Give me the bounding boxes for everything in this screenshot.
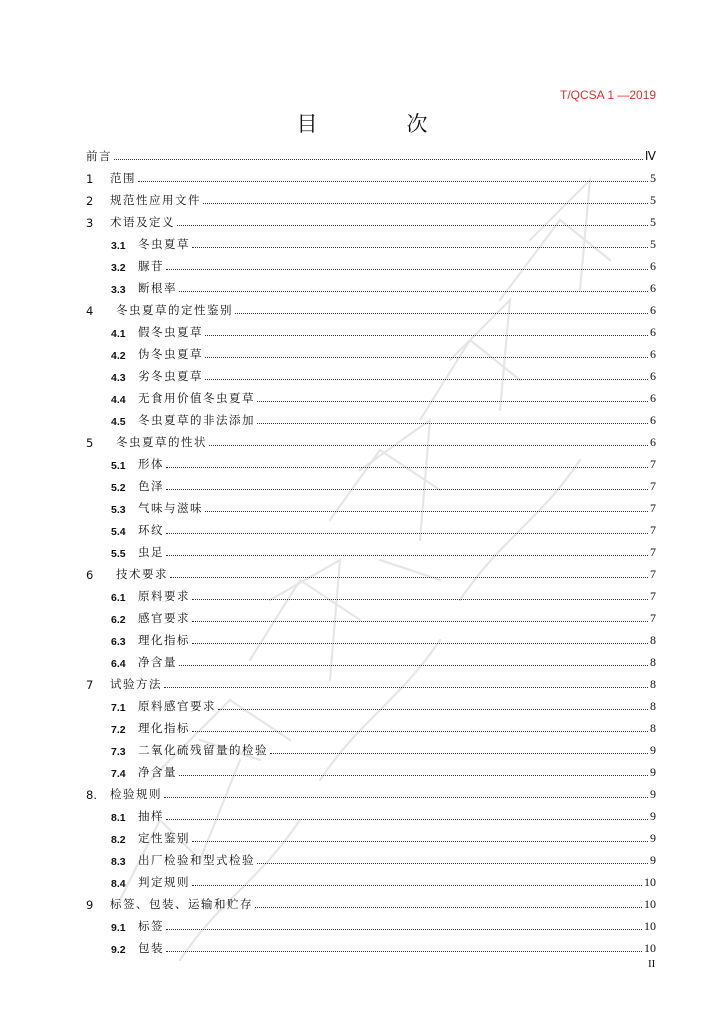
toc-entry-label: 检验规则: [110, 787, 162, 801]
toc-entry[interactable]: [86, 626, 656, 648]
toc-entry[interactable]: [86, 802, 656, 824]
toc-entry-page: 6: [650, 413, 656, 427]
toc-leader-dots: [209, 445, 648, 446]
toc-entry-number: 4.3: [111, 372, 126, 384]
document-code: T/QCSA 1 —2019: [560, 88, 657, 102]
toc-leader-dots: [205, 357, 648, 358]
toc-entry[interactable]: [86, 428, 656, 450]
toc-entry-number: 9: [86, 898, 94, 912]
toc-entry[interactable]: [86, 780, 656, 802]
toc-entry-page: 6: [650, 391, 656, 405]
toc-entry-page: 6: [650, 325, 656, 339]
toc-entry[interactable]: [86, 670, 656, 692]
toc-leader-dots: [166, 467, 648, 468]
toc-entry-label: 冬虫夏草的非法添加: [138, 413, 255, 427]
toc-entry-page: 8: [650, 677, 656, 691]
toc-entry-label: 范围: [110, 171, 136, 185]
toc-entry[interactable]: [86, 208, 656, 230]
toc-leader-dots: [235, 313, 648, 314]
toc-entry-label: 冬虫夏草的定性鉴别: [116, 303, 233, 317]
toc-entry-page: 5: [650, 171, 656, 185]
toc-entry-page: 6: [650, 369, 656, 383]
toc-entry-number: 7.1: [111, 702, 126, 714]
toc-entry-label: 假冬虫夏草: [138, 325, 203, 339]
toc-leader-dots: [192, 731, 648, 732]
toc-entry-page: 7: [650, 567, 656, 581]
toc-entry[interactable]: [86, 472, 656, 494]
toc-entry-page: 9: [650, 787, 656, 801]
toc-entry-number: 5.2: [111, 482, 126, 494]
toc-entry-page: 7: [650, 589, 656, 603]
toc-leader-dots: [192, 885, 642, 886]
toc-entry-number: 9.2: [111, 944, 126, 956]
toc-entry-page: 7: [650, 545, 656, 559]
toc-entry-number: 4.5: [111, 416, 126, 428]
toc-entry-label: 术语及定义: [110, 215, 175, 229]
toc-entry-label: 抽样: [138, 809, 164, 823]
toc-entry-page: 10: [644, 897, 656, 911]
toc-entry[interactable]: [86, 692, 656, 714]
toc-entry[interactable]: [86, 450, 656, 472]
toc-leader-dots: [205, 511, 648, 512]
toc-entry-label: 净含量: [138, 655, 177, 669]
toc-entry-number: 6.4: [111, 658, 126, 670]
toc-entry-label: 感官要求: [138, 611, 190, 625]
toc-entry-page: 7: [650, 479, 656, 493]
toc-entry[interactable]: [86, 186, 656, 208]
toc-entry-number: 8.1: [111, 812, 126, 824]
toc-entry-page: 8: [650, 633, 656, 647]
toc-entry-page: Ⅳ: [644, 149, 656, 163]
toc-leader-dots: [192, 841, 648, 842]
toc-entry-number: 5: [86, 436, 94, 450]
toc-entry-number: 5.3: [111, 504, 126, 516]
toc-entry[interactable]: [86, 318, 656, 340]
toc-entry[interactable]: [86, 934, 656, 956]
toc-entry[interactable]: [86, 340, 656, 362]
toc-entry-number: 8.: [86, 788, 97, 802]
toc-leader-dots: [192, 247, 648, 248]
toc-entry-page: 6: [650, 303, 656, 317]
toc-entry-page: 7: [650, 501, 656, 515]
toc-entry-page: 10: [644, 919, 656, 933]
toc-entry-number: 4.2: [111, 350, 126, 362]
toc-entry-label: 冬虫夏草: [138, 237, 190, 251]
toc-leader-dots: [179, 775, 648, 776]
toc-entry-number: 3.1: [111, 240, 126, 252]
toc-leader-dots: [166, 489, 648, 490]
toc-entry-page: 5: [650, 215, 656, 229]
toc-entry-number: 5.1: [111, 460, 126, 472]
toc-entry-label: 理化指标: [138, 633, 190, 647]
toc-entry[interactable]: [86, 384, 656, 406]
toc-entry-label: 定性鉴别: [138, 831, 190, 845]
page-title: 目 次: [296, 112, 462, 136]
toc-entry[interactable]: [86, 538, 656, 560]
toc-entry-number: 2: [86, 194, 94, 208]
toc-leader-dots: [170, 577, 648, 578]
toc-entry-number: 4: [86, 304, 94, 318]
toc-leader-dots: [166, 533, 648, 534]
toc-entry-label: 形体: [138, 457, 164, 471]
toc-entry-label: 规范性应用文件: [110, 193, 201, 207]
toc-entry-label: 断根率: [138, 281, 177, 295]
toc-entry-page: 7: [650, 457, 656, 471]
toc-entry-number: 3.2: [111, 262, 126, 274]
toc-entry-page: 8: [650, 699, 656, 713]
toc-leader-dots: [270, 753, 648, 754]
toc-entry-label: 冬虫夏草的性状: [116, 435, 207, 449]
toc-entry-label: 原料要求: [138, 589, 190, 603]
toc-entry-label: 环纹: [138, 523, 164, 537]
toc-leader-dots: [257, 423, 648, 424]
toc-entry[interactable]: [86, 230, 656, 252]
toc-entry-number: 7.2: [111, 724, 126, 736]
toc-entry-page: 10: [644, 875, 656, 889]
toc-entry-number: 7.4: [111, 768, 126, 780]
toc-leader-dots: [166, 819, 648, 820]
toc-entry[interactable]: [86, 846, 656, 868]
toc-entry-page: 9: [650, 765, 656, 779]
toc-leader-dots: [255, 907, 642, 908]
toc-entry-number: 8.3: [111, 856, 126, 868]
toc-leader-dots: [179, 665, 648, 666]
toc-entry[interactable]: [86, 406, 656, 428]
toc-entry-number: 5.4: [111, 526, 126, 538]
toc-entry[interactable]: [86, 824, 656, 846]
toc-entry-page: 5: [650, 193, 656, 207]
toc-entry-number: 4.4: [111, 394, 126, 406]
toc-entry-label: 色泽: [138, 479, 164, 493]
toc-leader-dots: [218, 709, 648, 710]
toc-entry-number: 6.1: [111, 592, 126, 604]
toc-leader-dots: [205, 335, 648, 336]
toc-entry[interactable]: [86, 142, 656, 164]
toc-entry[interactable]: [86, 582, 656, 604]
toc-leader-dots: [192, 643, 648, 644]
toc-leader-dots: [164, 797, 648, 798]
toc-leader-dots: [166, 269, 648, 270]
toc-entry-number: 8.4: [111, 878, 126, 890]
toc-entry-label: 技术要求: [116, 567, 168, 581]
toc-leader-dots: [166, 951, 642, 952]
toc-entry-page: 9: [650, 853, 656, 867]
toc-leader-dots: [166, 929, 642, 930]
toc-entry-page: 10: [644, 941, 656, 955]
toc-entry-number: 3.3: [111, 284, 126, 296]
toc-entry-label: 标签: [138, 919, 164, 933]
toc-entry-label: 标签、包装、运输和贮存: [110, 897, 253, 911]
toc-entry-number: 4.1: [111, 328, 126, 340]
toc-entry-page: 9: [650, 743, 656, 757]
toc-entry-label: 理化指标: [138, 721, 190, 735]
toc-entry[interactable]: [86, 252, 656, 274]
toc-entry[interactable]: [86, 362, 656, 384]
toc-entry-page: 7: [650, 611, 656, 625]
toc-entry-number: 1: [86, 172, 94, 186]
toc-entry-number: 3: [86, 216, 94, 230]
toc-leader-dots: [166, 555, 648, 556]
toc-entry[interactable]: [86, 648, 656, 670]
toc-leader-dots: [192, 599, 648, 600]
toc-entry-label: 气味与滋味: [138, 501, 203, 515]
toc-entry-page: 6: [650, 347, 656, 361]
toc-leader-dots: [257, 401, 648, 402]
toc-entry-page: 9: [650, 809, 656, 823]
toc-entry[interactable]: [86, 714, 656, 736]
toc-leader-dots: [138, 181, 648, 182]
toc-leader-dots: [257, 863, 648, 864]
toc-entry[interactable]: [86, 560, 656, 582]
toc-entry-number: 8.2: [111, 834, 126, 846]
toc-entry-label: 判定规则: [138, 875, 190, 889]
toc-entry-page: 6: [650, 259, 656, 273]
table-of-contents: [86, 142, 656, 956]
toc-entry[interactable]: [86, 604, 656, 626]
toc-entry-label: 二氧化硫残留量的检验: [138, 743, 268, 757]
toc-entry-page: 9: [650, 831, 656, 845]
toc-entry-label: 原料感官要求: [138, 699, 216, 713]
toc-entry[interactable]: [86, 890, 656, 912]
toc-entry-label: 无食用价值冬虫夏草: [138, 391, 255, 405]
toc-entry[interactable]: [86, 912, 656, 934]
toc-leader-dots: [114, 159, 643, 160]
toc-entry[interactable]: [86, 296, 656, 318]
toc-entry[interactable]: [86, 494, 656, 516]
toc-entry-page: 7: [650, 523, 656, 537]
toc-leader-dots: [203, 203, 648, 204]
toc-entry[interactable]: [86, 274, 656, 296]
toc-leader-dots: [205, 379, 648, 380]
toc-entry-number: 7: [86, 678, 94, 692]
toc-leader-dots: [177, 225, 648, 226]
toc-entry-number: 6.3: [111, 636, 126, 648]
toc-entry[interactable]: [86, 758, 656, 780]
toc-entry-label: 伪冬虫夏草: [138, 347, 203, 361]
toc-entry[interactable]: [86, 516, 656, 538]
toc-entry-label: 劣冬虫夏草: [138, 369, 203, 383]
toc-entry-number: 6.2: [111, 614, 126, 626]
toc-entry-label: 出厂检验和型式检验: [138, 853, 255, 867]
toc-entry-number: 5.5: [111, 548, 126, 560]
toc-entry-number: 9.1: [111, 922, 126, 934]
toc-leader-dots: [164, 687, 648, 688]
toc-entry-label: 包装: [138, 941, 164, 955]
toc-entry-label: 脲苷: [138, 259, 164, 273]
toc-entry-page: 6: [650, 435, 656, 449]
toc-leader-dots: [192, 621, 648, 622]
toc-entry-page: 5: [650, 237, 656, 251]
toc-entry-number: 7.3: [111, 746, 126, 758]
toc-entry-page: 8: [650, 655, 656, 669]
toc-entry[interactable]: [86, 736, 656, 758]
toc-entry-page: 8: [650, 721, 656, 735]
toc-entry-label: 试验方法: [110, 677, 162, 691]
toc-leader-dots: [179, 291, 648, 292]
toc-entry-page: 6: [650, 281, 656, 295]
toc-entry-label: 虫足: [138, 545, 164, 559]
toc-entry-label: 前言: [86, 149, 112, 163]
toc-entry[interactable]: [86, 868, 656, 890]
toc-entry[interactable]: [86, 164, 656, 186]
page-number: II: [648, 958, 656, 970]
toc-entry-label: 净含量: [138, 765, 177, 779]
toc-entry-number: 6: [86, 568, 94, 582]
